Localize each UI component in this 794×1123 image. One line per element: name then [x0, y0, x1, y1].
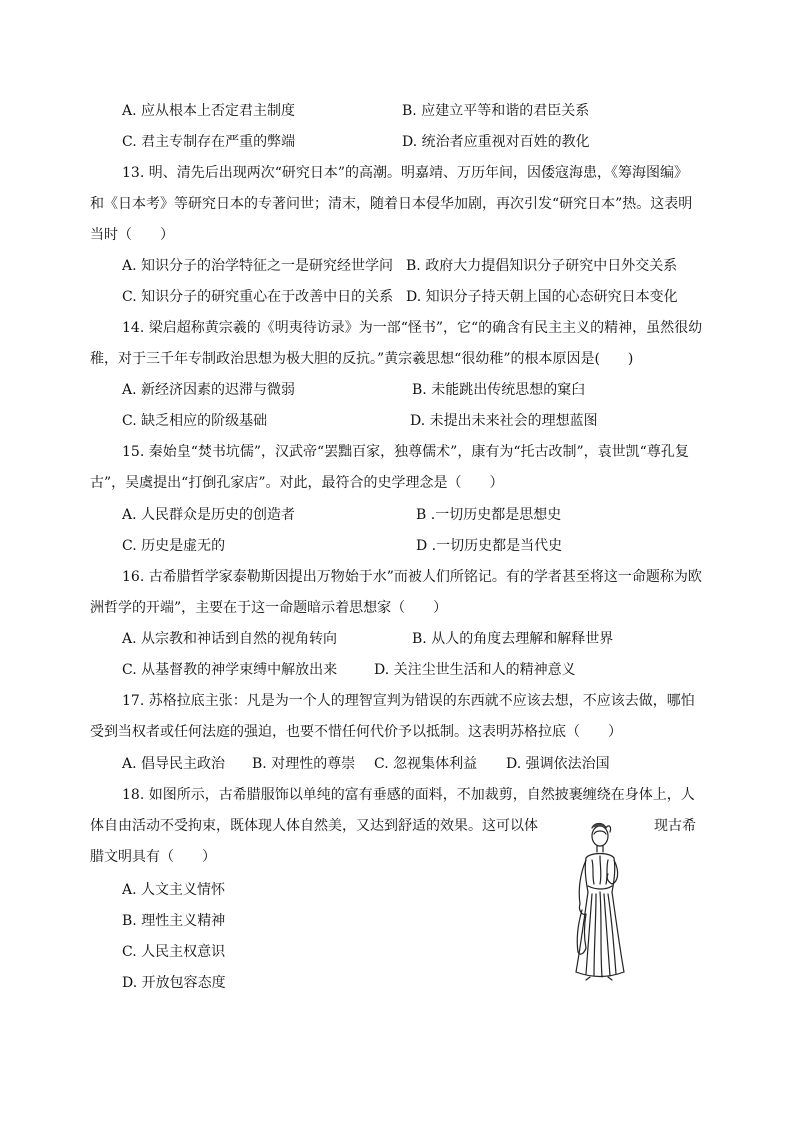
- q16-option-c: C. 从基督教的神学束缚中解放出来: [122, 662, 338, 678]
- q17-stem-line1: 17. 苏格拉底主张：凡是为一个人的理智宣判为错误的东西就不应该去想，不应该去做，哪怕: [122, 693, 695, 709]
- q13-stem-line2: 和《日本考》等研究日本的专著问世；清末，随着日本侵华加剧，再次引发“研究日本”热。这表明: [90, 196, 693, 212]
- q15-option-d: D .一切历史都是当代史: [416, 538, 563, 554]
- q13-stem-line1: 13. 明、清先后出现两次“研究日本”的高潮。明嘉靖、万历年间，因倭寇海患，《筹海图编》: [122, 165, 689, 181]
- q18-option-a: A. 人文主义情怀: [122, 882, 226, 898]
- q18-stem-line2-tail: 现古希: [654, 818, 696, 834]
- q12-option-d: D. 统治者应重视对百姓的教化: [402, 134, 590, 150]
- q16-stem-line1: 16. 古希腊哲学家泰勒斯因提出万物始于水”而被人们所铭记。有的学者甚至将这一命题称为欧: [122, 569, 702, 585]
- q12-option-b: B. 应建立平等和谐的君臣关系: [402, 103, 590, 119]
- q15-option-b: B .一切历史都是思想史: [416, 507, 562, 523]
- greek-woman-figure: [556, 820, 644, 982]
- q13-option-b: B. 政府大力提倡知识分子研究中日外交关系: [406, 258, 678, 274]
- q14-option-c: C. 缺乏相应的阶级基础: [122, 413, 268, 429]
- q14-option-a: A. 新经济因素的迟滞与微弱: [122, 382, 296, 398]
- q17-option-a: A. 倡导民主政治: [122, 756, 226, 772]
- q15-option-c: C. 历史是虚无的: [122, 538, 226, 554]
- q16-option-a: A. 从宗教和神话到自然的视角转向: [122, 631, 338, 647]
- q16-option-b: B. 从人的角度去理解和解释世界: [412, 631, 614, 647]
- q13-option-c: C. 知识分子的研究重心在于改善中日的关系: [122, 289, 394, 305]
- q15-option-a: A. 人民群众是历史的创造者: [122, 507, 296, 523]
- q14-stem-line1: 14. 梁启超称黄宗羲的《明夷待访录》为一部“怪书”，它“的确含有民主主义的精神，虽然很幼: [122, 320, 703, 336]
- q18-stem-line1: 18. 如图所示，古希腊服饰以单纯的富有垂感的面料，不加裁剪，自然披裹缠绕在身体上，人: [122, 787, 695, 803]
- q17-option-c: C. 忽视集体利益: [374, 756, 478, 772]
- q12-option-a: A. 应从根本上否定君主制度: [122, 103, 296, 119]
- q18-option-b: B. 理性主义精神: [122, 913, 226, 929]
- q18-option-d: D. 开放包容态度: [122, 975, 226, 991]
- greek-woman-illustration: [556, 820, 644, 982]
- q16-option-d: D. 关注尘世生活和人的精神意义: [374, 662, 576, 678]
- q15-stem-line1: 15. 秦始皇“焚书坑儒”，汉武帝“罢黜百家，独尊儒术”，康有为“托古改制”，袁世凯“尊孔复: [122, 444, 689, 460]
- q14-option-b: B. 未能跳出传统思想的窠臼: [412, 382, 586, 398]
- q17-option-b: B. 对理性的尊崇: [252, 756, 356, 772]
- q17-option-d: D. 强调依法治国: [506, 756, 610, 772]
- q14-stem-line2: 稚，对于三千年专制政治思想为极大胆的反抗。”黄宗羲思想“很幼稚”的根本原因是( ): [90, 351, 634, 367]
- q15-stem-line2: 古”，吴虞提出“打倒孔家店”。对此，最符合的史学理念是（ ）: [90, 475, 504, 491]
- q17-stem-line2: 受到当权者或任何法庭的强迫，也要不惜任何代价予以抵制。这表明苏格拉底（ ）: [90, 724, 622, 740]
- q18-option-c: C. 人民主权意识: [122, 944, 226, 960]
- q13-option-d: D. 知识分子持天朝上国的心态研究日本变化: [406, 289, 678, 305]
- q13-stem-line3: 当时（ ）: [90, 227, 174, 243]
- q16-stem-line2: 洲哲学的开端”，主要在于这一命题暗示着思想家（ ）: [90, 600, 448, 616]
- q18-stem-line2: 体自由活动不受拘束，既体现人体自然美，又达到舒适的效果。这可以体: [90, 818, 538, 834]
- q12-option-c: C. 君主专制存在严重的弊端: [122, 134, 296, 150]
- q18-stem-line3: 腊文明具有（ ）: [90, 849, 216, 865]
- q14-option-d: D. 未提出未来社会的理想蓝图: [410, 413, 598, 429]
- q13-option-a: A. 知识分子的治学特征之一是研究经世学问: [122, 258, 394, 274]
